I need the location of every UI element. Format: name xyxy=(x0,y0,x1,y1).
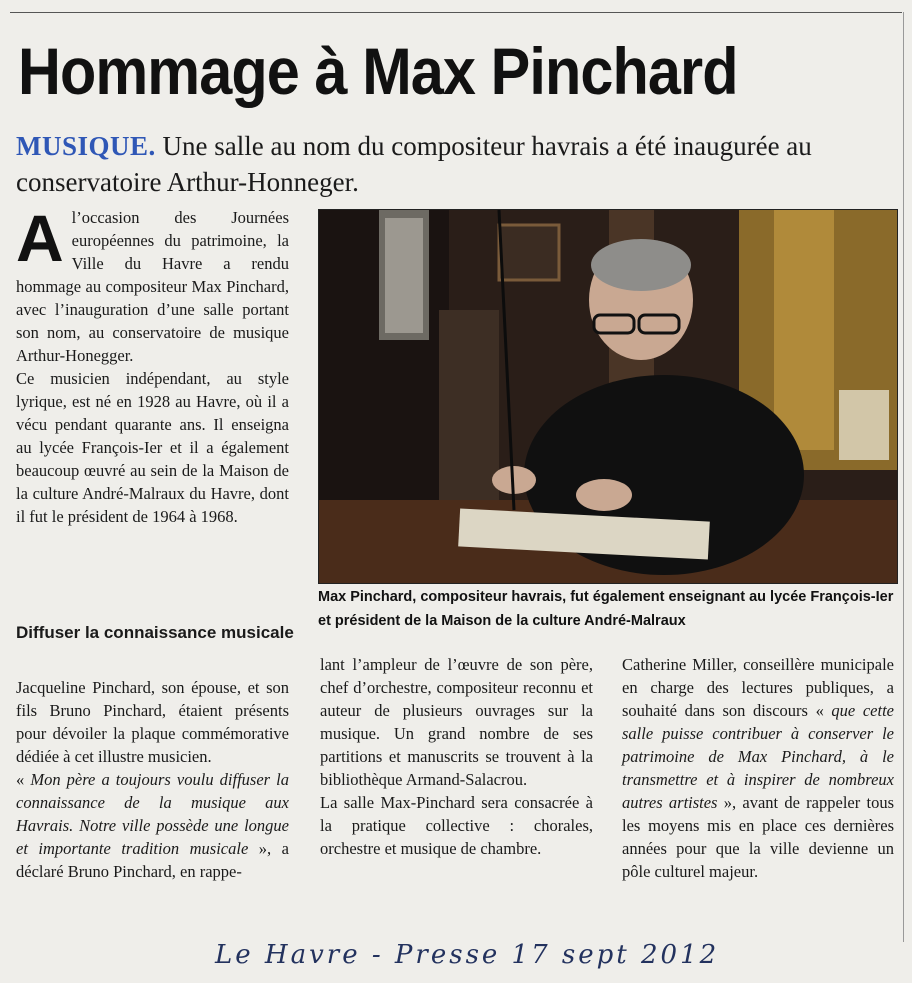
rubric-label: MUSIQUE. xyxy=(16,131,156,161)
intro-paragraph: l’occasion des Journées européennes du patrimoine, la Ville du Havre a rendu hommage au compositeur Max Pinchard, avec l’inauguration d’une salle portant son nom, au conservatoire de musique Arthur-Honegger. xyxy=(16,208,289,365)
top-rule xyxy=(10,12,902,13)
article-title: Hommage à Max Pinchard xyxy=(18,34,738,108)
column-3 xyxy=(622,653,894,883)
column-1-body xyxy=(16,676,289,883)
col3-text: Catherine Miller, conseillère municipale en charge des lectures publiques, a souhaité dans son discours « xyxy=(622,655,894,720)
article-subtitle xyxy=(16,128,896,200)
section-title: Diffuser la connaissance musicale xyxy=(16,623,294,642)
col2-paragraph-1: lant l’ampleur de l’œuvre de son père, chef d’orchestre, compositeur reconnu et auteur de plusieurs ouvrages sur la musique. Un grand nombre de ses partitions et manuscrits se trouvent à la bibliothèque Armand-Salacrou. xyxy=(320,655,593,789)
subtitle-text: Une salle au nom du compositeur havrais a été inaugurée au conservatoire Arthur-Honneger. xyxy=(16,131,812,197)
quote-open: « xyxy=(16,770,31,789)
bio-paragraph: Ce musicien indépendant, au style lyrique, est né en 1928 au Havre, où il a vécu pendant quarante ans. Il enseigna au lycée François-Ier et il a également beaucoup œuvré au sein de la Maison de la culture André-Malraux du Havre, dont il fut le président de 1964 à 1968. xyxy=(16,369,289,526)
col1-after: », a déclaré Bruno Pinchard, en rappe- xyxy=(16,839,290,881)
miller-quote: que cette salle puisse contribuer à conserver le patrimoine de Max Pinchard, à le transmettre et à inspirer de nombreux autres artistes xyxy=(622,701,894,812)
col3-after: », avant de rappeler tous les moyens mis en place ces dernières années pour que la ville devienne un pôle culturel majeur. xyxy=(622,793,894,881)
col3-paragraph xyxy=(622,653,894,883)
col2-paragraph-2: La salle Max-Pinchard sera consacrée à la pratique collective : chorales, orchestre et musique de chambre. xyxy=(320,793,593,858)
column-1-intro xyxy=(16,201,289,528)
article-photo xyxy=(318,209,898,584)
photo-max-pinchard-writing xyxy=(319,210,897,583)
bruno-quote: Mon père a toujours voulu diffuser la connaissance de la musique aux Havrais. Notre ville possède une longue et importante tradition musicale xyxy=(16,770,290,858)
col1-paragraph xyxy=(16,676,289,883)
column-2 xyxy=(320,653,593,860)
photo-caption: Max Pinchard, compositeur havrais, fut également enseignant au lycée François-Ier et président de la Maison de la culture André-Malraux xyxy=(318,589,894,629)
col1-text: Jacqueline Pinchard, son épouse, et son fils Bruno Pinchard, étaient présents pour dévoiler la plaque commémorative dédiée à cet illustre musicien. xyxy=(16,678,289,766)
drop-cap: A xyxy=(16,201,64,275)
handwritten-source-note: Le Havre - Presse 17 sept 2012 xyxy=(215,940,720,970)
column-rule xyxy=(903,12,904,942)
